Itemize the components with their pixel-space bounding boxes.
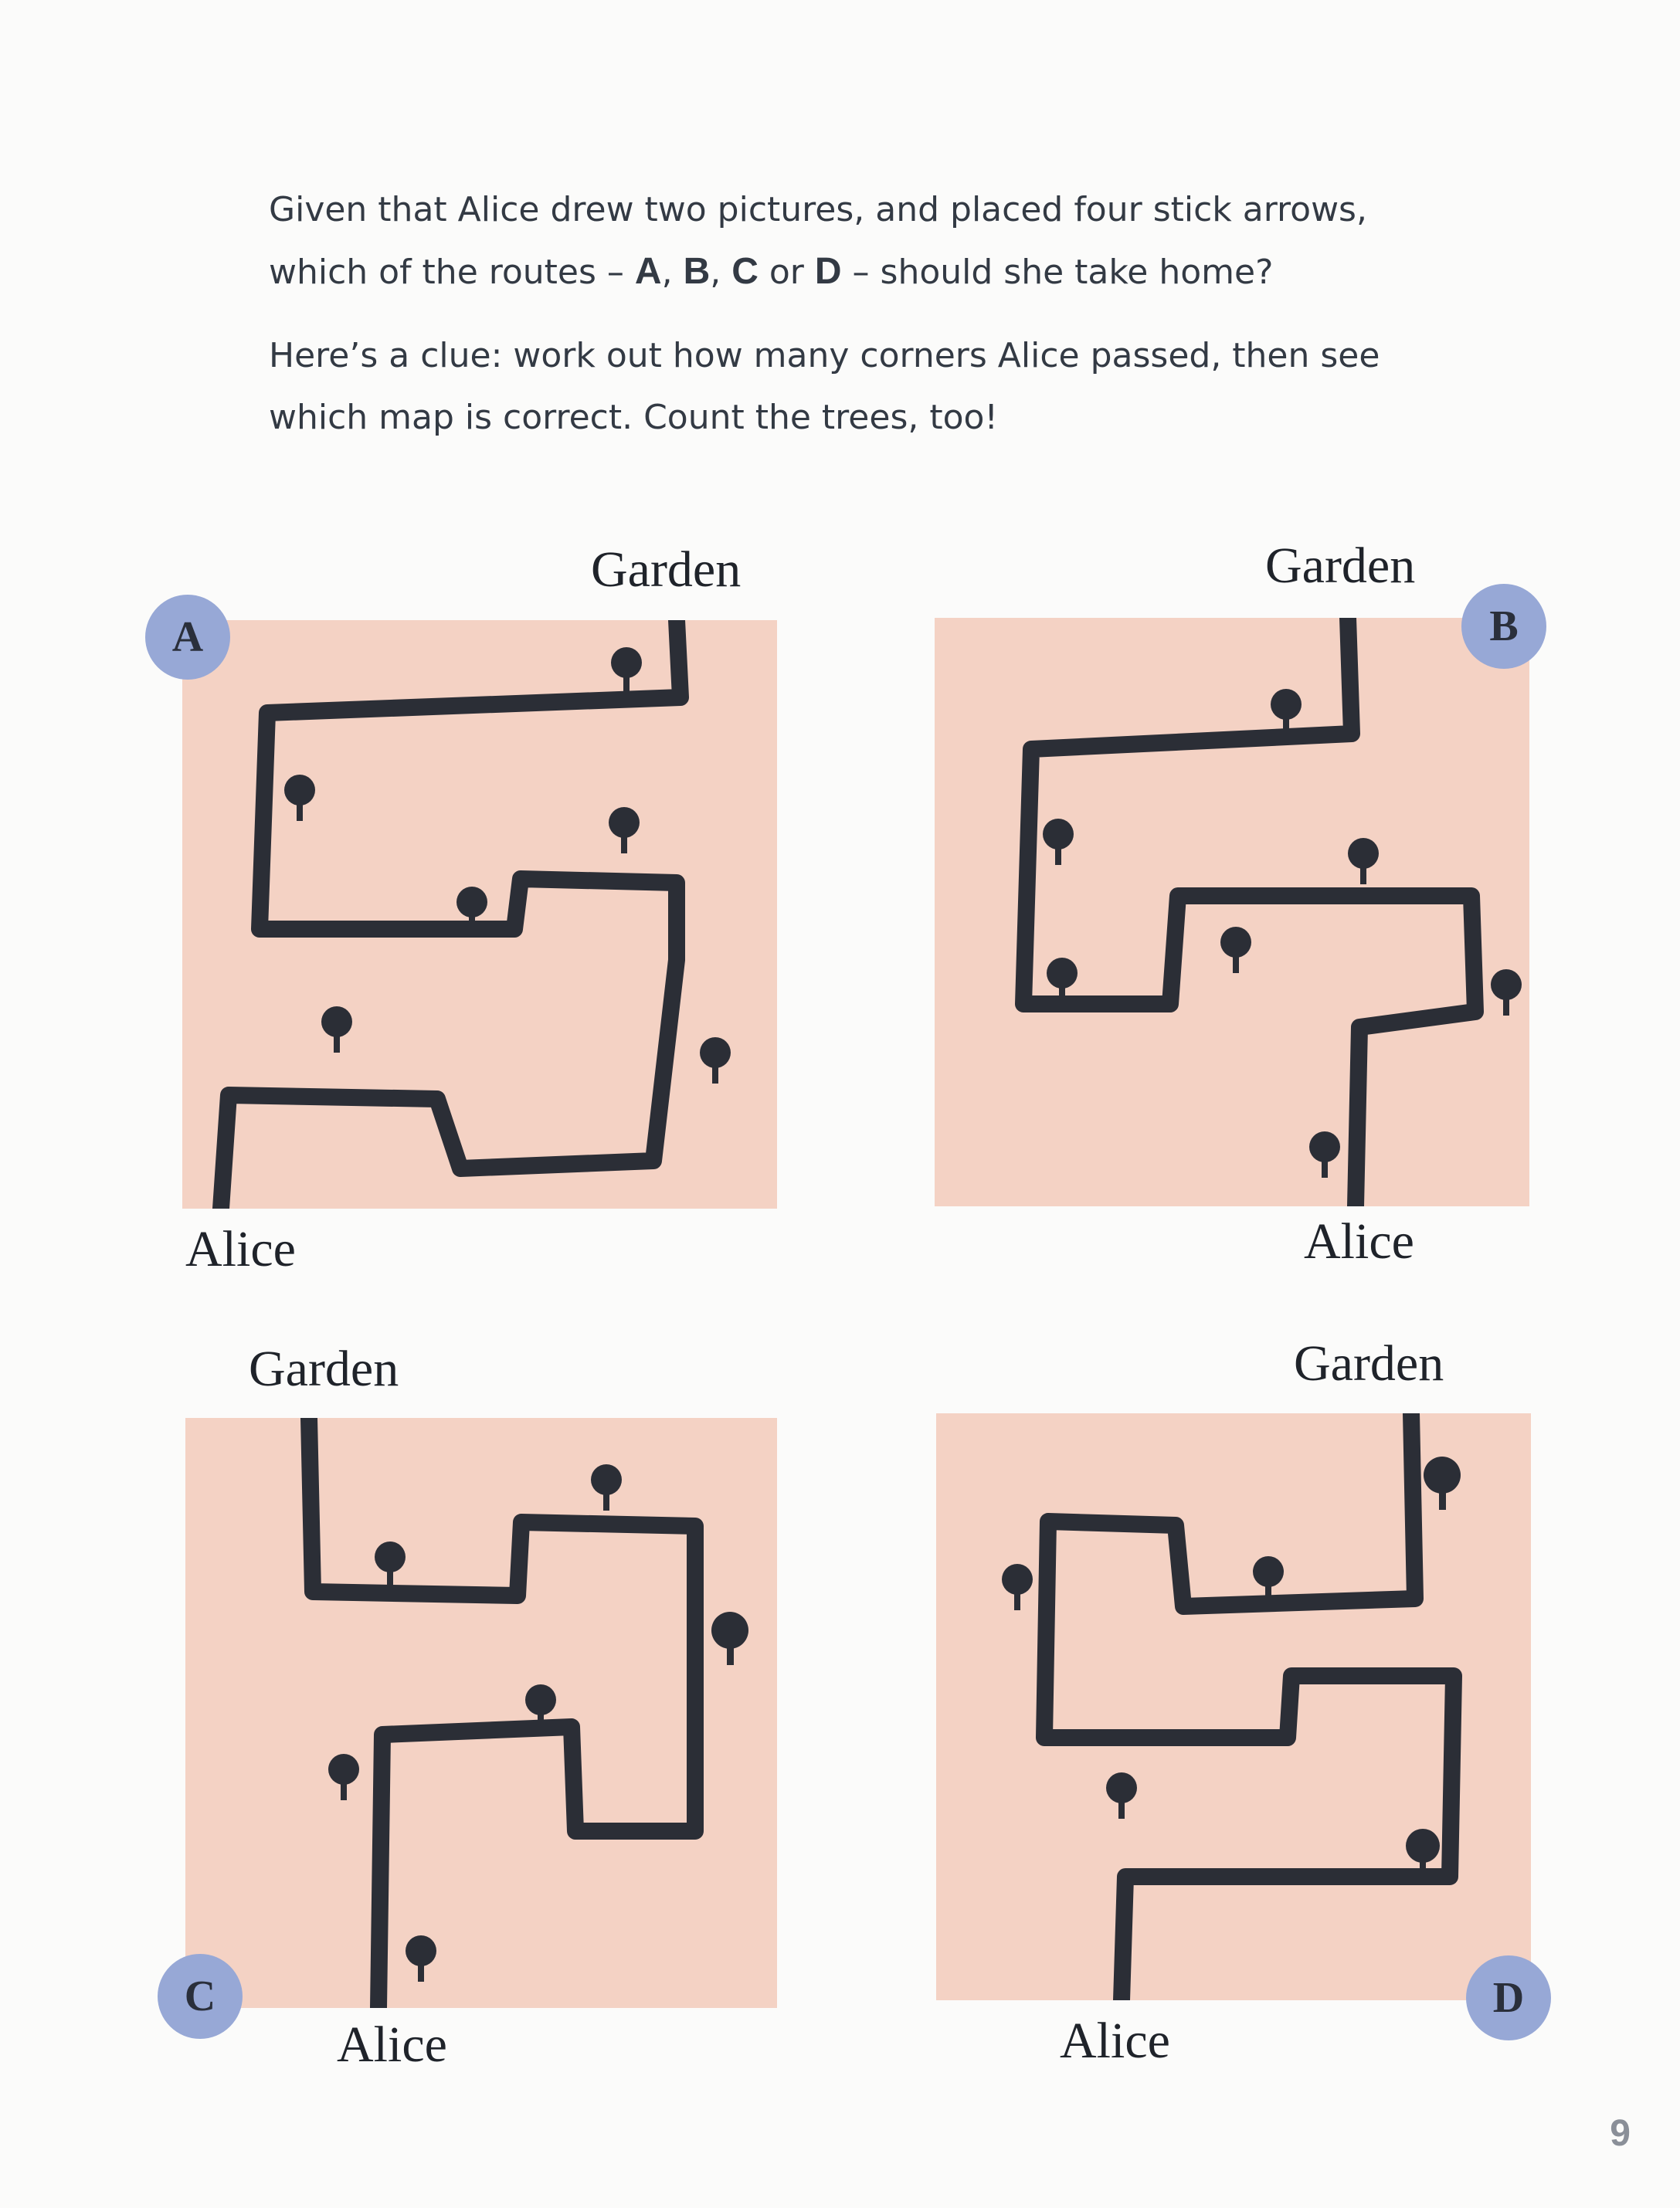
clue-text: Here’s a clue: work out how many corners Alice passed, then see which map is correct. Count the trees, too! (269, 336, 1380, 437)
map-c-alice-label: Alice (337, 2016, 447, 2073)
map-a[interactable] (182, 620, 777, 1209)
option-b: B (683, 251, 711, 292)
option-a: A (634, 251, 662, 292)
map-c-badge: C (158, 1954, 243, 2039)
map-d[interactable] (936, 1413, 1531, 2000)
map-a-alice-label: Alice (185, 1221, 296, 1277)
map-b-alice-label: Alice (1304, 1213, 1414, 1270)
map-d-garden-label: Garden (1294, 1335, 1444, 1392)
page-number: 9 (1610, 2113, 1631, 2154)
map-b-garden-label: Garden (1265, 538, 1416, 594)
map-d-badge: D (1466, 1955, 1551, 2040)
instructions (269, 179, 1427, 470)
option-d: D (814, 251, 842, 292)
option-c: C (731, 251, 759, 292)
map-b-badge: B (1461, 584, 1546, 669)
map-d-alice-label: Alice (1060, 2013, 1170, 2069)
map-a-garden-label: Garden (591, 541, 742, 598)
map-a-badge: A (145, 595, 230, 680)
map-c[interactable] (185, 1418, 777, 2008)
map-b[interactable] (935, 618, 1529, 1206)
question-text: Given that Alice drew two pictures, and placed four stick arrows, which of the routes – A, B, C or D – should she take home? (269, 190, 1367, 292)
map-c-garden-label: Garden (249, 1341, 399, 1397)
